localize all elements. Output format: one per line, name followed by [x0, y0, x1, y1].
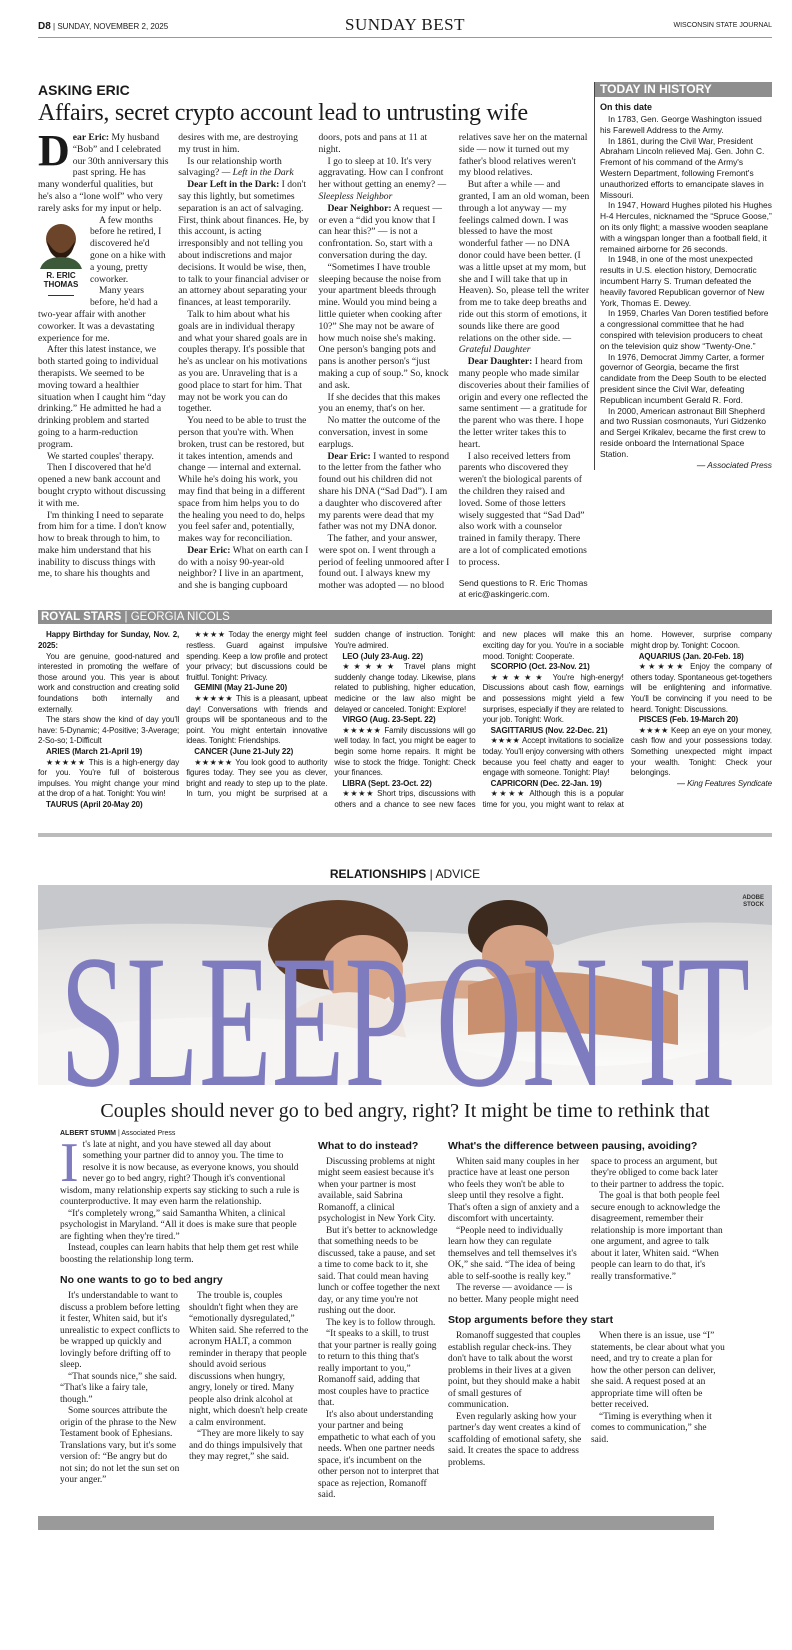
sign-heading: LEO (July 23-Aug. 22) [342, 651, 423, 661]
paragraph-text: It's understandable to want to discuss a problem before letting it fester, Whiten said, but it's unrealistic to expect conflicts to be wrapped up quickly and lovingly before drifting off to sleep. [60, 1291, 180, 1371]
paragraph-text: I wanted to respond to the letter from the father who found out his children did not share his DNA (“Sad Dad”). I am a daughter who discovered after my parents were dead that my father was not my DNA donor. [318, 450, 450, 533]
history-list [600, 114, 772, 460]
paragraph-text: Is our relationship worth salvaging? [178, 155, 282, 179]
paragraph-text: The reverse — avoidance — is no better. Many people might need space to process an argument, but they're obliged to come back later to their partner to address the topic. [448, 1156, 725, 1305]
star-rating: ★★★★ [490, 789, 526, 799]
paragraph [60, 1372, 181, 1407]
salutation: Dear Daughter: [467, 356, 533, 368]
paragraph-text: Accept invitations to socialize today. You'll enjoy conversing with others because you feel chatty and eager to engage with someone. Tonight: Play! [482, 736, 624, 778]
page-number: D8 [38, 21, 51, 32]
author-name: R. ERIC THOMAS [43, 270, 79, 289]
signature: — Grateful Daughter [458, 332, 572, 356]
photo-credit-line: ADOBE [742, 894, 764, 901]
item-heading [483, 726, 624, 737]
paragraph-text: The goal is that both people feel secure enough to acknowledge the disagreement, remember their relationship is more important than one argument, and agree to talk about it later, Whiten said. “When people can learn to do that, it's really transformative.” [591, 1191, 723, 1282]
byline-org: Associated Press [121, 1129, 176, 1137]
paragraph-text: In 1948, in one of the most unexpected results in U.S. election history, Democratic incumbent Harry S. Truman defeated the heavily favored Republican governor of New York, Thomas E. Dewey. [600, 254, 765, 308]
paragraph-text: You're high-energy! Discussions about cash flow, earnings and possessions might yield a few surprises, especially if they are related to your job. Tonight: Work. [482, 672, 624, 725]
kicker-label: RELATIONSHIPS [329, 866, 427, 881]
paragraph [60, 1291, 181, 1372]
sign-heading: SCORPIO (Oct. 23-Nov. 21) [490, 662, 590, 672]
item-heading [38, 747, 179, 758]
paragraph-text: Enjoy the company of others today. Spontaneous get-togethers will be enlightening and informative. You'll be convincing if you need to be heard. Tonight: Discussions. [630, 662, 772, 714]
horoscope-author: GEORGIA NICOLS [130, 611, 230, 624]
paragraph [448, 1157, 583, 1226]
feature-title [60, 925, 750, 1095]
horoscope-body [38, 630, 772, 810]
item-heading [38, 630, 179, 651]
star-rating: ★★★★★ [194, 757, 233, 767]
paragraph-text: “Timing is everything when it comes to communication,” she said. [591, 1411, 712, 1445]
salutation: Dear Eric: [187, 544, 231, 556]
paragraph [38, 652, 179, 716]
paragraph [591, 1191, 726, 1283]
salutation: ear Eric: [72, 132, 110, 143]
byline-name: ALBERT STUMM [60, 1129, 116, 1137]
paragraph-text: Travel plans might suddenly change today. Likewise, plans related to publishing, higher education, medicine or the law also might be delayed or canceled. Tonight: Explore! [334, 662, 476, 714]
section-body [448, 1157, 726, 1307]
paragraph-text: Talk to him about what his goals are in individual therapy and what your shared goals are in couples therapy. It's possible that he's as unclear on his motivations as you are. Unraveling that is a good place to start for him. That may not be work you can do together. [178, 308, 308, 415]
paragraph-text: “They are more likely to say and do things impulsively that they may regret,” she said. [189, 1429, 304, 1463]
star-rating: ★★★★★ [342, 725, 382, 735]
paragraph-text: We started couples' therapy. [47, 450, 154, 462]
paragraph [600, 114, 772, 136]
paragraph [319, 203, 450, 262]
paragraph [178, 309, 309, 415]
sign-heading: LIBRA (Sept. 23-Oct. 22) [342, 778, 432, 788]
top-section [38, 82, 772, 600]
paragraph [178, 179, 309, 309]
item-heading [334, 779, 475, 790]
sidebar-title: TODAY IN HISTORY [595, 82, 772, 97]
paragraph-text: Romanoff suggested that couples establish regular check-ins. They don't have to talk about the worst problems in their lives at a given point, but they should make a habit of small gestures of communication. [448, 1331, 581, 1411]
paragraph [631, 662, 772, 715]
paragraph [600, 200, 772, 254]
paragraph-text: “It speaks to a skill, to trust that your partner is really going to return to this thing that's really important to you,” Romanoff said, adding that most couples have to practice that. [318, 1329, 437, 1409]
paragraph [483, 673, 624, 726]
paragraph-text: I don't say this lightly, but sometimes separation is an act of salvaging. First, think about finances. He, by this account, is acting irresponsibly and not telling you about indiscretions and major decisions. It would be wise, then, to talk to your financial adviser or an attorney about separating your finances, at least temporarily. [178, 179, 309, 309]
paragraph-text: Short trips, discussions with others and a chance to see new faces and new places will make this an exciting day for you. You're in a sociable mood. Tonight: Cooperate. [334, 630, 624, 809]
paragraph-text: Whiten said many couples in her practice have at least one person who feels they won't be able to sleep until they resolve a fight. That's often a sign of anxiety and a discomfort with uncertainty. [448, 1156, 580, 1225]
sign-heading: TAURUS (April 20-May 20) [46, 799, 143, 809]
horoscope-header: ROYAL STARS | GEORGIA NICOLS [38, 610, 772, 624]
section-heading: No one wants to go to bed angry [60, 1274, 223, 1287]
paragraph [60, 1209, 310, 1244]
item-heading [38, 800, 179, 811]
star-rating: ★★★★ [342, 789, 375, 799]
paragraph-text: My husband “Bob” and I celebrated our 30th anniversary this past spring. He has many wonderful qualities, but he's also a “lone wolf” who very rarely asks for my input or help. [38, 132, 169, 214]
star-rating: ★★★★ [490, 736, 520, 746]
paragraph-text: Even regularly asking how your partner's day went creates a kind of scaffolding of emotional safety, she said. It creates the space to address problems. [448, 1411, 582, 1468]
sign-heading: CANCER (June 21-July 22) [194, 747, 294, 757]
paragraph-text: “That sounds nice,” she said. “That's like a fairy tale, though.” [60, 1371, 177, 1405]
paragraph-text: In 1783, Gen. George Washington issued his Farewell Address to the Army. [600, 114, 762, 135]
paragraph-text: A few months before he retired, I discovered he'd gone on a hike with a young, pretty coworker. [90, 214, 166, 285]
column-kicker: ASKING ERIC [38, 82, 130, 98]
feature-title-text: SLEEP ON IT [60, 924, 750, 1095]
paragraph-text: “People need to individually learn how they can regulate themselves and tell themselves it's OK,” she said. “The idea of being able to self-soothe is really key.” [448, 1225, 577, 1282]
paragraph-text: In 2000, American astronaut Bill Shepherd and two Russian cosmonauts, Yuri Gidzenko and Sergei Krikalev, became the first crew to reside onboard the International Space Station. [600, 405, 767, 459]
paragraph [459, 451, 590, 569]
star-rating: ★★★★ [194, 630, 226, 640]
paragraph [600, 406, 772, 460]
star-rating: ★★★★★ [490, 672, 547, 682]
paragraph-text: Some sources attribute the origin of the phrase to the New Testament book of Ephesians. Translations vary, but it's some version of: “Be angry but do not sin; do not let the sun set on your anger.” [60, 1406, 180, 1486]
paragraph [483, 736, 624, 778]
paragraph-text: I heard from many people who made similar discoveries about their families of origin and every one reflected the same sentiment — a gratitude for the parent who was there. I hope the letter writer takes this to heart. [458, 356, 590, 450]
paragraph [319, 415, 450, 450]
section-body [318, 1157, 440, 1502]
section-body [60, 1291, 310, 1487]
paragraph [38, 451, 169, 463]
paragraph-text: But after a while — and granted, I am an old woman, been through a lot anyway — my feelings calmed down. I was blessed to have the most wonderful father — no DNA donor could have been better. (I was a little upset at my mom, but she and I will take that up in Heaven). So, please tell the writer from me to take deep breaths and ride out this storm of emotions, it sounds like there are good relations on the other side. [458, 179, 590, 344]
paragraph-text: I also received letters from parents who discovered they weren't the biological parents of the children they raised and loved. Some of those letters wisely suggested that “Sad Dad” also work with a counselor trained in family therapy. There are a lot of complicated emotions to process. [458, 450, 587, 568]
subheadline: Couples should never go to bed angry, right? It might be time to rethink that [100, 1099, 710, 1122]
star-rating: ★★★★★ [342, 662, 399, 672]
paragraph [319, 156, 450, 203]
paragraph-text: The stars show the kind of day you'll have: 5-Dynamic; 4-Positive; 3-Average; 2-So-so; 1-Difficult [38, 715, 180, 746]
paragraph [38, 126, 169, 215]
feature-art [38, 885, 772, 1095]
paragraph [318, 1226, 440, 1318]
paragraph [600, 308, 772, 351]
paragraph [631, 726, 772, 779]
section-body [448, 1331, 726, 1469]
divider [48, 295, 74, 296]
paragraph [448, 1331, 583, 1412]
paragraph [178, 415, 309, 545]
article-column-3 [448, 1140, 726, 1470]
signature: — Left in the Dark [221, 167, 294, 179]
section-name: SUNDAY BEST [345, 15, 465, 34]
paragraph [591, 1412, 726, 1447]
paragraph-text: If she decides that this makes you an enemy, that's on her. [318, 391, 441, 415]
section-heading: What to do instead? [318, 1139, 419, 1152]
article-column-2 [318, 1140, 440, 1502]
paragraph-text: It's also about understanding your partner and being empathetic to what each of you needs. When one partner needs space, it's incumbent on the other person not to interpret that space as rejection, Romanoff said. [318, 1409, 440, 1501]
newspaper-name: WISCONSIN STATE JOURNAL [673, 22, 772, 29]
item-heading [334, 652, 475, 663]
paragraph-text: What on earth can I do with a noisy 90-year-old neighbor? I live in an apartment, and she is banging cupboard doors, pots and pans at 11 at night. [178, 132, 428, 592]
paragraph-text: “Sometimes I have trouble sleeping because the noise from your apartment bleeds through mine. Would you mind being a little quieter when cooking after 10?” She may not be aware of how much noise she's making. One person's banging pots and pans is another person's “just making a cup of soup.” So, knock and ask. [318, 261, 449, 391]
paragraph [38, 715, 179, 747]
paragraph [38, 758, 179, 800]
horoscope-list [38, 630, 772, 810]
paragraph-text: You look good to authority figures today. They see you as clever, bright and ready to step up to the plate. In turn, you might be surprised at a sudden change of instruction. Tonight: You're admired. [186, 630, 476, 799]
paragraph [178, 156, 309, 180]
paragraph [319, 392, 450, 416]
paragraph-text: Family discussions will go well today. In fact, you might be eager to begin some home repairs. It might be wise to stock the fridge. Tonight: Check your finances. [334, 725, 476, 778]
paragraph-text: You are genuine, good-natured and interested in promoting the welfare of those around you. This year is about work and construction and creating solid foundations both internally and externally. [38, 651, 180, 714]
item-heading [483, 779, 624, 790]
paragraph [318, 1157, 440, 1226]
lede-text: t's late at night, and you have stewed all day about something your partner did to annoy you. The time to resolve it is now because, as everyone knows, you should never go to bed angry, right? Though it's conventional wisdom, many relationship experts say sticking to such a rule is counterproductive. It may even harm the relationship. [60, 1139, 300, 1208]
photo-credit-line: STOCK [743, 901, 764, 908]
paragraph [459, 179, 590, 356]
horoscope-title: ROYAL STARS [41, 611, 122, 624]
item-heading [186, 747, 327, 758]
paragraph-text: Keep an eye on your money, cash flow and your possessions today. Something unexpected might impact your wealth. Tonight: Check your belongings. [630, 725, 772, 778]
salutation: Dear Eric: [327, 450, 371, 462]
item-heading [631, 715, 772, 726]
paragraph [319, 262, 450, 392]
paragraph [334, 662, 475, 715]
author-portrait-icon [38, 217, 84, 269]
paragraph [38, 344, 169, 450]
credit-text: — King Features Syndicate [677, 778, 772, 788]
section-kicker: RELATIONSHIPS | ADVICE [329, 866, 481, 881]
author-photo [38, 217, 84, 299]
paragraph [448, 1226, 583, 1284]
paragraph-text: In 1861, during the Civil War, President Abraham Lincoln relieved Maj. Gen. John C. Fremont of his command of the Army's Western Department, following Fremont's unauthorized efforts to emancipate slaves in Missouri. [600, 135, 765, 200]
signature: — Sleepless Neighbor [318, 179, 447, 202]
star-rating: ★★★★★ [46, 757, 86, 767]
paragraph [600, 254, 772, 308]
paragraph [318, 1329, 440, 1410]
credit [631, 779, 772, 790]
drop-cap: D [38, 126, 70, 175]
paragraph [189, 1291, 310, 1429]
paragraph [318, 1410, 440, 1502]
paragraph [189, 1429, 310, 1464]
paragraph-text: Although this is a popular time for you, you might want to relax at home. However, surprise company might drop by. Tonight: Cocoon. [482, 630, 772, 809]
paragraph [334, 726, 475, 779]
paragraph-text: I'm thinking I need to separate from him for a time. I don't know how to break through to him, to make him understand that his inability to discuss things with me, to share his thoughts and desires with me, are destroying my trust in him. [38, 132, 298, 580]
paragraph [319, 451, 450, 534]
salutation: Dear Left in the Dark: [187, 179, 280, 191]
paragraph-text: But it's better to acknowledge that something needs to be discussed, take a pause, and set a time to come back to it, she said. That could mean having lunch or coffee together the next day, or any time you're not rushing out the door. [318, 1225, 440, 1317]
sign-heading: VIRGO (Aug. 23-Sept. 22) [342, 715, 436, 725]
section-heading: Stop arguments before they start [448, 1314, 614, 1327]
item-heading [334, 715, 475, 726]
paragraph-text: The key is to follow through. [326, 1317, 436, 1328]
paragraph-text: No matter the outcome of the conversation, invest in some earplugs. [318, 415, 441, 450]
folio: D8 | SUNDAY, NOVEMBER 2, 2025 [38, 21, 169, 32]
paragraph-text: The trouble is, couples shouldn't fight when they are “emotionally dysregulated,” Whiten said. She referred to the acronym HALT, a common reminder in therapy that people should avoid serious discussions when hungry, angry, lonely or tired. Many people also drink alcohol at night, which doesn't help create a calm environment. [189, 1291, 309, 1428]
paragraph-text: This is a pleasant, upbeat day! Conversations with friends and groups will be spontaneous and to the point. You might entertain innovative ideas. Tonight: Friendships. [186, 694, 328, 746]
paragraph [600, 136, 772, 201]
paragraph-text: Instead, couples can learn habits that help them get rest while boosting the relationship long term. [60, 1243, 299, 1265]
sidebar-subtitle: On this date [600, 102, 653, 112]
paragraph [591, 1331, 726, 1412]
paragraph-text: “It's completely wrong,” said Samantha Whiten, a clinical psychologist in Maryland. “All it does is make sure that people are fighting when they're tired.” [60, 1208, 297, 1242]
paragraph-text: In 1947, Howard Hughes piloted his Hughes H-4 Hercules, nicknamed the “Spruce Goose,” on its only flight; a massive wooden seaplane with a wingspan longer than a football field, it remained airborne for 26 seconds. [600, 200, 772, 254]
item-heading [483, 662, 624, 673]
paragraph-text: A request — or even a “did you know that I can hear this?” — is not a confrontation. So, start with a conversation during the day. [318, 202, 442, 261]
paragraph [38, 462, 169, 509]
paragraph [318, 1318, 440, 1330]
item-heading [631, 652, 772, 663]
paragraph-text: This is a high-energy day for you. You're full of boisterous impulses. You might change your mind at the drop of a hat. Tonight: You win! [38, 757, 180, 799]
drop-cap: I [60, 1131, 79, 1194]
section-heading: What's the difference between pausing, avoiding? [448, 1139, 698, 1152]
salutation: Dear Neighbor: [327, 202, 392, 214]
today-in-history [594, 82, 772, 470]
credit: — Associated Press [696, 459, 772, 470]
sign-heading: PISCES (Feb. 19-March 20) [638, 715, 739, 725]
section-divider [38, 833, 772, 837]
paragraph-text: Then I discovered that he'd opened a new bank account and bought crypto without discussing it with me. [38, 462, 166, 509]
star-rating: ★★★★ [638, 725, 669, 735]
sign-heading: ARIES (March 21-April 19) [46, 747, 143, 757]
kicker-sub: ADVICE [435, 866, 481, 881]
paragraph-text: In 1959, Charles Van Doren testified before a congressional committee that he had conspired with television producers to cheat on the television quiz show “Twenty-One.” [600, 308, 769, 351]
sign-heading: AQUARIUS (Jan. 20-Feb. 18) [638, 651, 744, 661]
paragraph-text: I go to sleep at 10. It's very aggravating. How can I confront her without getting an enemy? [318, 155, 444, 191]
paragraph [600, 352, 772, 406]
item-heading [186, 683, 327, 694]
paragraph-text: You need to be able to trust the person that you're with. When broken, trust can be restored, but it takes intention, amends and change — internal and external. While he's doing his work, you may find that being in a different space from him helps you to do the healing you need to do, helps you feel safer and, potentially, makes way for reconciliation. [178, 415, 307, 545]
paragraph [186, 694, 327, 747]
page-header [38, 12, 772, 38]
paragraph-text: When there is an issue, use “I” statements, be clear about what you need, and try to create a plan for how the other person can deliver, she said. A request posed at an appropriate time will often be better received. [591, 1331, 725, 1411]
paragraph [186, 630, 327, 683]
sign-heading: GEMINI (May 21-June 20) [194, 683, 288, 693]
photo-credit [742, 895, 764, 909]
sign-heading: CAPRICORN (Dec. 22-Jan. 19) [490, 778, 602, 788]
star-rating: ★★★★★ [194, 694, 234, 704]
paragraph [448, 1412, 583, 1470]
paragraph-text: The father, and your answer, were spot on. I went through a period of feeling unmoored after I found out. I always knew my mother was adopted — no blood relatives save her on the maternal side — now it turned out my father's blood relatives weren't my blood relatives. [318, 132, 588, 592]
paragraph-text: Today the energy might feel restless. Guard against impulsive spending. Keep a low profile and protect your privacy; but discussions could be fruitful. Tonight: Privacy. [186, 630, 328, 682]
sign-heading: SAGITTARIUS (Nov. 22-Dec. 21) [490, 725, 608, 735]
asking-eric [38, 82, 590, 600]
headline: Affairs, secret crypto account lead to untrusting wife [38, 100, 528, 126]
paragraph [60, 1243, 310, 1266]
footer-bar [38, 1516, 714, 1530]
paragraph [459, 356, 590, 450]
star-rating: ★★★★★ [638, 662, 686, 672]
birthday-heading: Happy Birthday for Sunday, Nov. 2, 2025: [38, 630, 180, 651]
contact-note: Send questions to R. Eric Thomas at eric@askingeric.com. [458, 578, 588, 600]
paragraph [60, 1406, 181, 1487]
intro-list [60, 1209, 310, 1267]
paragraph-text: In 1976, Democrat Jimmy Carter, a former governor of Georgia, became the first candidate from the Deep South to be elected president since the Civil War, defeating Republican incumbent Gerald R. Ford. [600, 351, 767, 405]
byline: ALBERT STUMM | Associated Press [60, 1129, 176, 1137]
advice-column-body [38, 126, 590, 600]
paragraph-text: Discussing problems at night might seem easiest because it's when your partner is most available, said Sabrina Romanoff, a clinical psychologist in New York City. [318, 1156, 436, 1225]
paragraph-text: Many years before, he'd had a two-year affair with another coworker. It was a devastating experience for me. [38, 285, 158, 344]
paragraph-text: After this latest instance, we both started going to individual therapists. We seemed to be moving toward a healthier situation when I caught him “day drinking.” He admitted he had a drinking problem and started going to a harm-reduction program. [38, 344, 166, 450]
issue-date: SUNDAY, NOVEMBER 2, 2025 [57, 22, 169, 31]
